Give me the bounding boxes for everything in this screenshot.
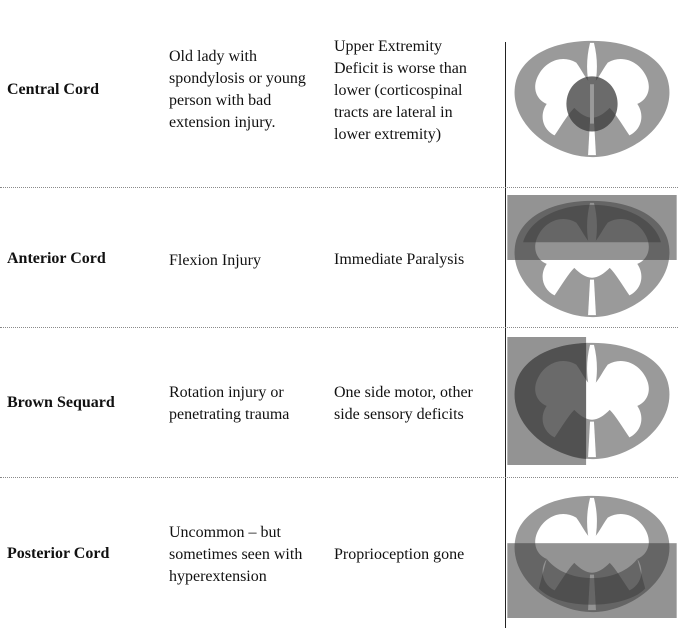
text-line: spondylosis or young xyxy=(169,70,306,87)
text-line: penetrating trauma xyxy=(169,406,290,423)
text-line: Upper Extremity xyxy=(334,38,442,55)
text-line: tracts are lateral in xyxy=(334,104,453,121)
text-line: Proprioception gone xyxy=(334,546,465,563)
injury-mechanism xyxy=(169,522,329,588)
text-line: Immediate Paralysis xyxy=(334,251,465,268)
text-line: hyperextension xyxy=(169,568,267,585)
text-line: Rotation injury or xyxy=(169,384,284,401)
text-line: person with bad xyxy=(169,92,272,109)
text-line: Old lady with xyxy=(169,48,257,65)
syndrome-name: Brown Sequard xyxy=(7,394,115,411)
column-divider xyxy=(505,42,506,628)
syndrome-name: Anterior Cord xyxy=(7,250,106,267)
deficit-description xyxy=(334,249,504,271)
text-line: side sensory deficits xyxy=(334,406,464,423)
injury-mechanism xyxy=(169,382,329,426)
deficit-description xyxy=(334,36,504,146)
text-line: Flexion Injury xyxy=(169,252,261,269)
injury-mechanism xyxy=(169,250,329,272)
text-line: lower extremity) xyxy=(334,126,442,143)
spinal-cord-hemisection-lesion-icon xyxy=(507,337,677,465)
spinal-cord-anterior-lesion-icon xyxy=(507,195,677,323)
text-line: Uncommon – but xyxy=(169,524,281,541)
injury-mechanism xyxy=(169,46,329,134)
text-line: Deficit is worse than xyxy=(334,60,467,77)
text-line: lower (corticospinal xyxy=(334,82,463,99)
text-line: extension injury. xyxy=(169,114,276,131)
spinal-cord-central-lesion-icon xyxy=(507,35,677,163)
syndrome-name: Central Cord xyxy=(7,81,99,98)
deficit-description xyxy=(334,544,504,566)
row-separator xyxy=(0,187,678,188)
row-separator xyxy=(0,477,678,478)
syndrome-name: Posterior Cord xyxy=(7,545,110,562)
row-separator xyxy=(0,327,678,328)
spinal-cord-posterior-lesion-icon xyxy=(507,490,677,618)
deficit-description xyxy=(334,382,504,426)
text-line: One side motor, other xyxy=(334,384,473,401)
text-line: sometimes seen with xyxy=(169,546,303,563)
